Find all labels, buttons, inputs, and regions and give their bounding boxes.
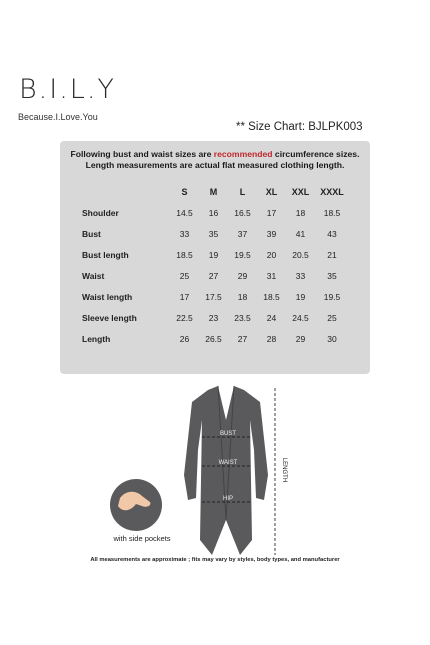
measurement-value: 18.5 [323, 207, 341, 218]
measurement-value: 18 [295, 207, 306, 218]
pocket-caption: with side pockets [113, 534, 171, 543]
measurement-value: 35 [327, 270, 337, 281]
bust-label: BUST [219, 431, 237, 437]
measurement-value: 24 [266, 312, 277, 323]
measurement-value: 23.5 [234, 312, 251, 323]
size-chart-intro [60, 149, 370, 171]
measurement-value: 29 [295, 333, 306, 344]
measurement-value: 17 [179, 291, 190, 302]
measurement-value: 18.5 [176, 249, 193, 260]
size-row [82, 223, 349, 244]
cardigan-shape [184, 386, 268, 555]
measurement-footnote: All measurements are approximate ; fits may vary by styles, body types, and manufacturer [90, 557, 340, 563]
intro-text: Following bust and waist sizes are [70, 149, 214, 159]
measurement-label: Bust [82, 228, 101, 239]
measurement-value: 16 [208, 207, 219, 218]
size-header: XXXL [320, 186, 344, 197]
measurement-label: Sleeve length [82, 312, 137, 323]
waist-label: WAIST [218, 460, 238, 466]
cardigan-illustration [100, 380, 350, 555]
size-chart-code: ** Size Chart: BJLPK003 [236, 121, 363, 133]
measurement-label: Length [82, 333, 111, 344]
measurement-value: 41 [295, 228, 306, 239]
measurement-label: Shoulder [82, 207, 119, 218]
measurement-value: 17 [266, 207, 277, 218]
measurement-value: 35 [208, 228, 219, 239]
measurement-value: 23 [208, 312, 219, 323]
measurement-value: 37 [237, 228, 248, 239]
measurement-value: 14.5 [176, 207, 193, 218]
measurement-value: 20 [266, 249, 277, 260]
measurement-value: 19 [208, 249, 219, 260]
measurement-value: 17.5 [205, 291, 222, 302]
measurement-value: 18.5 [263, 291, 280, 302]
measurement-value: 29 [237, 270, 248, 281]
size-row [82, 307, 349, 328]
measurement-value: 30 [327, 333, 337, 344]
size-row [82, 286, 349, 307]
size-row [82, 328, 349, 349]
measurement-value: 19 [295, 291, 306, 302]
measurement-value: 16.5 [234, 207, 251, 218]
size-header: XL [265, 186, 278, 197]
measurement-value: 39 [266, 228, 277, 239]
measurement-value: 20.5 [292, 249, 309, 260]
measurement-value: 26 [179, 333, 190, 344]
measurement-value: 25 [327, 312, 337, 323]
measurement-value: 28 [266, 333, 277, 344]
measurement-value: 27 [208, 270, 219, 281]
garment-body [184, 386, 268, 555]
brand-logo: B.I.L.Y [19, 74, 116, 105]
measurement-label: Waist length [82, 291, 133, 302]
length-label: LENGTH [281, 457, 287, 483]
size-header-row [82, 181, 349, 202]
measurement-value: 19.5 [234, 249, 251, 260]
size-row [82, 265, 349, 286]
measurement-value: 21 [327, 249, 337, 260]
measurement-value: 43 [327, 228, 337, 239]
brand-tagline: Because.I.Love.You [18, 112, 98, 122]
measurement-value: 33 [179, 228, 190, 239]
size-chart-panel [60, 141, 370, 374]
measurement-value: 26.5 [205, 333, 222, 344]
measurement-value: 33 [295, 270, 306, 281]
pocket-circle [110, 479, 162, 531]
size-header: XXL [291, 186, 310, 197]
pocket-detail [110, 479, 162, 531]
intro-text: circumference sizes. [272, 149, 360, 159]
size-header: L [239, 186, 246, 197]
size-row [82, 244, 349, 265]
size-table [82, 181, 349, 349]
measurement-value: 27 [237, 333, 248, 344]
size-header: M [209, 186, 218, 197]
measurement-value: 25 [179, 270, 190, 281]
header-blank [82, 181, 170, 202]
measurement-value: 18 [237, 291, 248, 302]
measurement-value: 24.5 [292, 312, 309, 323]
measurement-value: 22.5 [176, 312, 193, 323]
hip-label: HIP [222, 496, 234, 502]
measurement-label: Bust length [82, 249, 129, 260]
measurement-label: Waist [82, 270, 105, 281]
size-row [82, 202, 349, 223]
measurement-value: 19.5 [323, 291, 341, 302]
intro-text: Length measurements are actual flat measured clothing length. [85, 160, 345, 170]
intro-highlight: recommended [213, 149, 273, 159]
size-header: S [181, 186, 188, 197]
measurement-value: 31 [266, 270, 277, 281]
